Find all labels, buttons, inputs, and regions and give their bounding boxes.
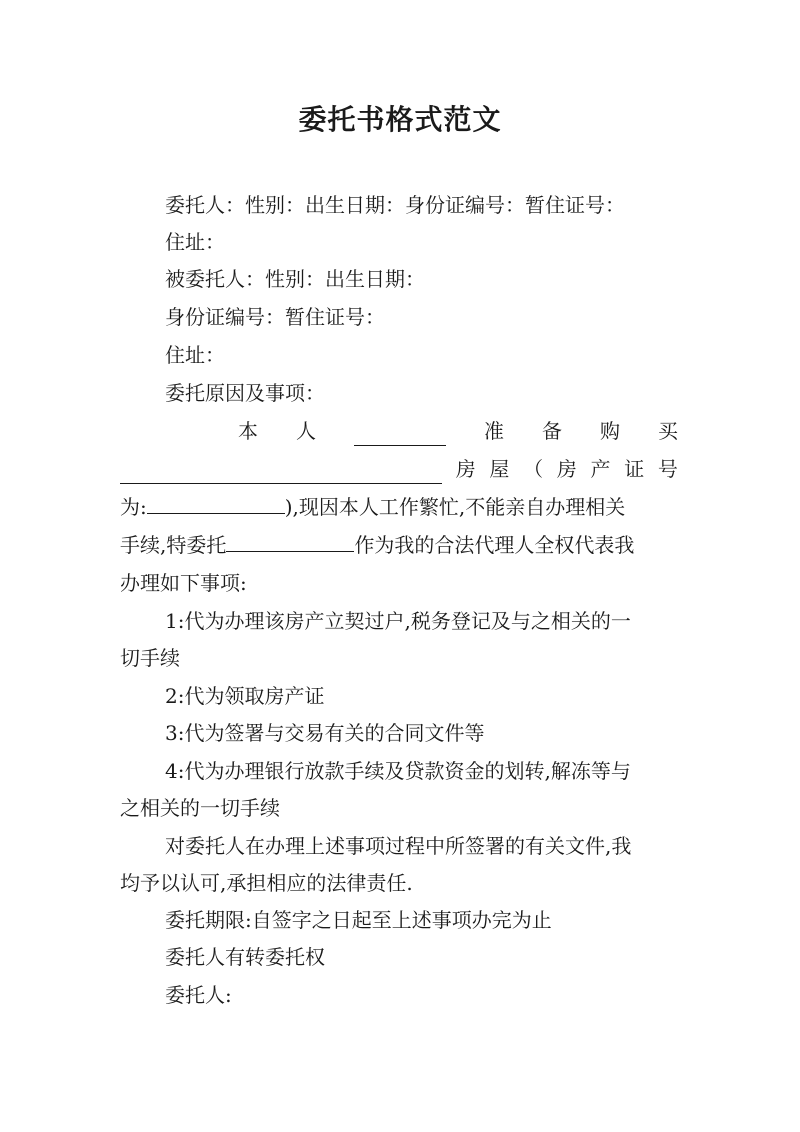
principal-signature-label: 委托人: [165,983,232,1007]
char-paren: （ [523,457,544,481]
document-title: 委托书格式范文 [298,103,502,136]
agent-name-blank [226,531,354,552]
entrust-text: 手续,特委托 [120,533,227,557]
principal-info-line: 委托人：性别：出生日期：身份证编号：暂住证号： [165,193,625,217]
transfer-right-line: 委托人有转委托权 [165,945,325,969]
item-4-line-a: 4:代为办理银行放款手续及贷款资金的划转,解冻等与 [165,759,631,783]
char-ren: 人 [296,419,316,443]
acknowledge-line-a: 对委托人在办理上述事项过程中所签署的有关文件,我 [165,834,632,858]
wei-text: 为: [120,495,147,519]
acknowledge-line-b: 均予以认可,承担相应的法律责任. [120,871,413,895]
reason-heading: 委托原因及事项： [165,381,325,405]
entrust-line [120,530,634,560]
handle-items-line: 办理如下事项: [120,571,247,595]
property-line [120,454,678,484]
char-bei: 备 [542,419,562,443]
busy-text: ),现因本人工作繁忙,不能亲自办理相关 [284,495,626,519]
principal-address-line: 住址： [165,230,225,254]
char-fang: 房 [455,457,476,481]
agent-id-line: 身份证编号：暂住证号： [165,305,385,329]
char-gou: 购 [600,419,620,443]
certificate-line [120,492,625,522]
agent-info-line: 被委托人：性别：出生日期： [165,267,425,291]
term-line: 委托期限:自签字之日起至上述事项办完为止 [165,908,552,932]
item-4-line-b: 之相关的一切手续 [120,796,280,820]
purchase-line [120,416,678,446]
char-zhun: 准 [484,419,504,443]
char-mai: 买 [658,419,678,443]
agent-role-text: 作为我的合法代理人全权代表我 [354,533,635,557]
item-1-line-b: 切手续 [120,646,180,670]
property-blank [120,463,442,484]
name-blank [354,425,446,446]
item-1-line-a: 1:代为办理该房产立契过户,税务登记及与之相关的一 [165,609,631,633]
item-2: 2:代为领取房产证 [165,684,325,708]
char-fang2: 房 [556,457,577,481]
agent-address-line: 住址： [165,343,225,367]
char-hao: 号 [657,457,678,481]
char-wu: 屋 [489,457,510,481]
item-3: 3:代为签署与交易有关的合同文件等 [165,721,485,745]
char-zheng: 证 [624,457,645,481]
char-ben: 本 [238,419,258,443]
char-chan: 产 [590,457,611,481]
certificate-blank [147,493,285,514]
